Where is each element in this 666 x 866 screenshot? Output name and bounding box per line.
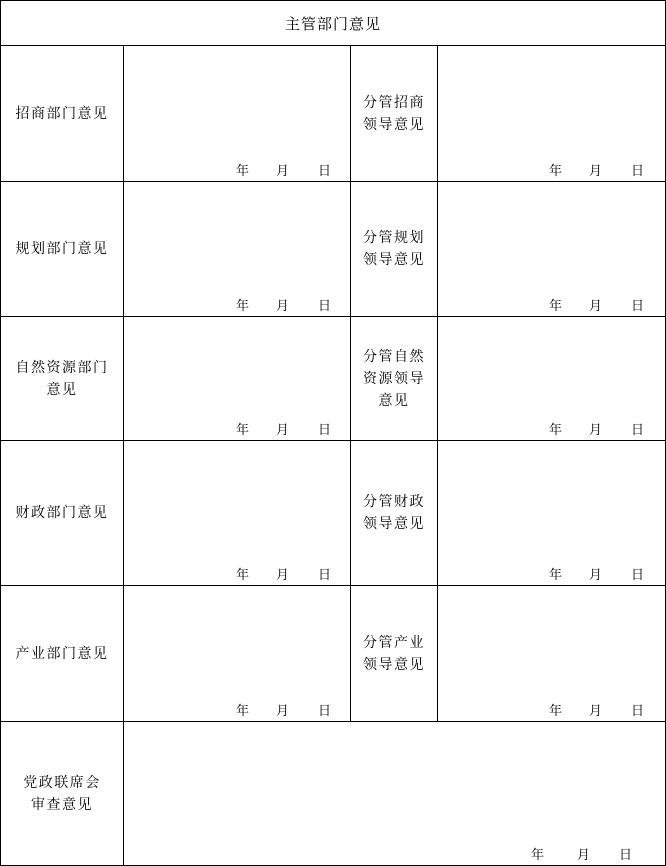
leader-opinion-box[interactable] — [438, 317, 666, 441]
date-year: 年 — [549, 299, 563, 314]
date-year: 年 — [236, 164, 250, 179]
final-review-label: 党政联席会审查意见 — [23, 774, 101, 813]
date-month: 月 — [276, 704, 290, 719]
date-line — [545, 422, 665, 438]
date-line — [525, 847, 665, 863]
opinion-box[interactable] — [124, 182, 351, 317]
date-line — [230, 703, 350, 719]
date-day: 日 — [631, 568, 645, 583]
opinion-box[interactable] — [124, 317, 351, 441]
date-year: 年 — [549, 704, 563, 719]
form-title: 主管部门意见 — [1, 1, 666, 46]
date-line — [230, 422, 350, 438]
date-day: 日 — [631, 423, 645, 438]
leader-label: 分管自然资源领导意见 — [363, 348, 425, 409]
date-month: 月 — [276, 164, 290, 179]
date-year: 年 — [549, 164, 563, 179]
leader-label: 分管招商领导意见 — [363, 94, 425, 133]
date-month: 月 — [276, 423, 290, 438]
date-month: 月 — [589, 299, 603, 314]
leader-opinion-box[interactable] — [438, 182, 666, 317]
date-line — [545, 703, 665, 719]
opinion-label: 财政部门意见 — [15, 505, 109, 521]
date-day: 日 — [318, 299, 332, 314]
table-row — [1, 722, 666, 866]
date-month: 月 — [577, 848, 591, 863]
date-year: 年 — [549, 568, 563, 583]
opinion-label: 招商部门意见 — [15, 105, 109, 122]
opinion-box[interactable] — [124, 46, 351, 182]
date-year: 年 — [531, 848, 545, 863]
date-month: 月 — [589, 164, 603, 179]
date-month: 月 — [276, 299, 290, 314]
opinion-label: 产业部门意见 — [15, 645, 109, 662]
date-line — [545, 298, 665, 314]
leader-label: 分管规划领导意见 — [363, 230, 425, 268]
date-month: 月 — [589, 704, 603, 719]
table-row — [1, 46, 666, 182]
date-line — [230, 567, 350, 583]
date-day: 日 — [318, 164, 332, 179]
date-line — [230, 163, 350, 179]
date-year: 年 — [236, 704, 250, 719]
date-year: 年 — [236, 568, 250, 583]
date-month: 月 — [589, 423, 603, 438]
table-row — [1, 317, 666, 441]
date-month: 月 — [589, 568, 603, 583]
table-row — [1, 441, 666, 586]
leader-opinion-box[interactable] — [438, 441, 666, 586]
date-month: 月 — [276, 568, 290, 583]
date-year: 年 — [236, 299, 250, 314]
opinion-label: 自然资源部门意见 — [15, 359, 109, 398]
date-day: 日 — [631, 299, 645, 314]
leader-opinion-box[interactable] — [438, 586, 666, 722]
date-line — [545, 567, 665, 583]
table-row — [1, 182, 666, 317]
table-row — [1, 586, 666, 722]
date-day: 日 — [318, 704, 332, 719]
date-line — [545, 163, 665, 179]
date-day: 日 — [631, 164, 645, 179]
date-line — [230, 298, 350, 314]
opinion-box[interactable] — [124, 441, 351, 586]
date-day: 日 — [318, 423, 332, 438]
date-day: 日 — [619, 848, 633, 863]
date-day: 日 — [318, 568, 332, 583]
date-year: 年 — [549, 423, 563, 438]
final-review-box[interactable] — [124, 722, 666, 866]
leader-opinion-box[interactable] — [438, 46, 666, 182]
date-day: 日 — [631, 704, 645, 719]
leader-label: 分管产业领导意见 — [363, 634, 425, 673]
opinion-label: 规划部门意见 — [15, 241, 109, 257]
date-year: 年 — [236, 423, 250, 438]
leader-label: 分管财政领导意见 — [363, 494, 425, 532]
opinion-box[interactable] — [124, 586, 351, 722]
